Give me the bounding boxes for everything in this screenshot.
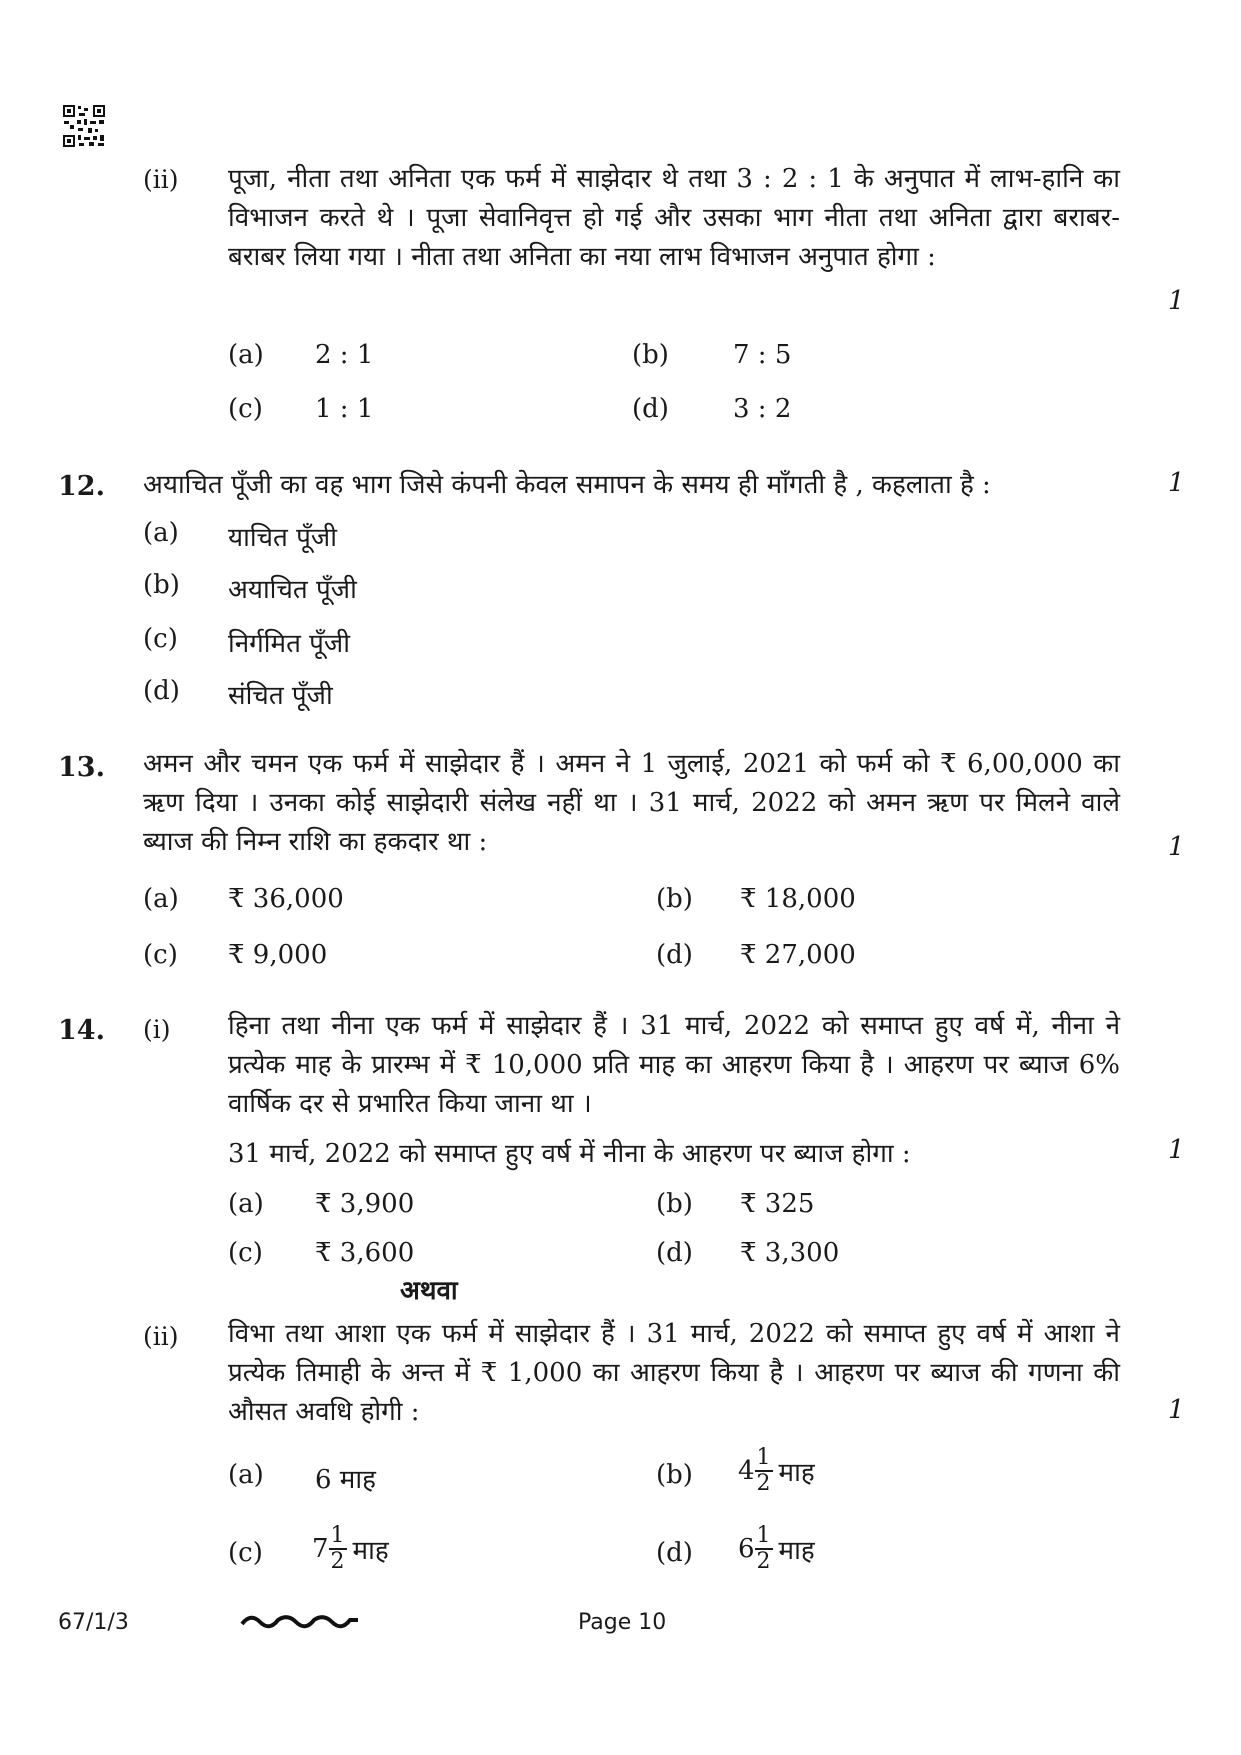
qr-code	[62, 104, 106, 148]
q14-i-opt-a-text: ₹ 3,900	[315, 1189, 415, 1219]
q14-ii-opt-c-whole: 7	[312, 1534, 329, 1564]
q12-opt-d-label: (d)	[143, 676, 180, 706]
q14-ii-text: विभा तथा आशा एक फर्म में साझेदार हैं । 31 मार्च, 2022 को समाप्त हुए वर्ष में आशा ने प्रत्येक तिमाही के अन्त में ₹ 1,000 का आहरण किया है । आहरण पर ब्याज की गणना की औसत अवधि होगी :	[228, 1319, 1120, 1427]
q14-i-opt-c-text: ₹ 3,600	[315, 1238, 415, 1268]
q14-ii-opt-c-unit: माह	[352, 1536, 389, 1566]
q13-text: अमन और चमन एक फर्म में साझेदार हैं । अमन ने 1 जुलाई, 2021 को फर्म को ₹ 6,00,000 का ऋण दिया । उनका कोई साझेदारी संलेख नहीं था । 31 मार्च, 2022 को अमन ऋण पर मिलने वाले ब्याज की निम्न राशि का हकदार था :	[143, 749, 1120, 857]
q11-ii-opt-c-text: 1 : 1	[315, 394, 374, 424]
q12-number: 12.	[58, 471, 105, 502]
q14-ii-opt-b-den: 2	[756, 1471, 771, 1496]
q14-ii-opt-c-den: 2	[330, 1549, 345, 1574]
q13-opt-b-text: ₹ 18,000	[740, 884, 856, 914]
q14-i-mark: 1	[1168, 1135, 1185, 1165]
q14-ii-opt-a-label: (a)	[228, 1460, 264, 1490]
page-number: Page 10	[578, 1610, 667, 1635]
q14-ii-opt-c-value	[312, 1524, 389, 1574]
q11-ii-opt-b-text: 7 : 5	[733, 340, 792, 370]
q14-i-opt-d-label: (d)	[656, 1238, 693, 1268]
q14-ii-opt-b-fraction	[755, 1446, 773, 1496]
q14-i-opt-b-label: (b)	[656, 1189, 693, 1219]
q14-i-text: हिना तथा नीना एक फर्म में साझेदार हैं । 31 मार्च, 2022 को समाप्त हुए वर्ष में, नीना ने प्रत्येक माह के प्रारम्भ में ₹ 10,000 प्रति माह का आहरण किया है । आहरण पर ब्याज 6% वार्षिक दर से प्रभारित किया जाना था ।	[228, 1011, 1120, 1119]
q12-opt-c-text: निर्गमित पूँजी	[228, 629, 350, 659]
q14-ii-label: (ii)	[143, 1322, 179, 1351]
q14-ii-opt-d-value	[738, 1524, 815, 1574]
q14-ii-opt-b-whole: 4	[738, 1456, 755, 1486]
q13-opt-a-label: (a)	[143, 884, 179, 914]
q11-ii-label: (ii)	[143, 165, 179, 194]
q11-ii-opt-d-text: 3 : 2	[733, 394, 792, 424]
q12-opt-a-text: याचित पूँजी	[228, 523, 337, 553]
q12-opt-a-label: (a)	[143, 518, 179, 548]
q14-ii-opt-a-text: 6 माह	[315, 1465, 376, 1495]
q11-ii-opt-a-label: (a)	[228, 340, 264, 370]
q14-i-opt-a-label: (a)	[228, 1189, 264, 1219]
q12-opt-b-text: अयाचित पूँजी	[228, 575, 357, 605]
q13-mark: 1	[1168, 832, 1185, 862]
q14-i-label: (i)	[143, 1015, 171, 1044]
q12-opt-b-label: (b)	[143, 570, 180, 600]
q12-mark: 1	[1168, 468, 1185, 498]
q14-i-question: 31 मार्च, 2022 को समाप्त हुए वर्ष में नीना के आहरण पर ब्याज होगा :	[228, 1139, 911, 1169]
q14-ii-opt-c-num: 1	[330, 1523, 345, 1548]
or-label: अथवा	[400, 1276, 458, 1306]
q14-ii-opt-d-unit: माह	[778, 1536, 815, 1566]
q11-ii-opt-a-text: 2 : 1	[315, 340, 374, 370]
q14-ii-opt-d-fraction	[755, 1524, 773, 1574]
q11-ii-opt-d-label: (d)	[632, 394, 669, 424]
q14-ii-mark: 1	[1168, 1395, 1185, 1425]
wave-divider-icon	[240, 1612, 360, 1632]
q12-opt-c-label: (c)	[143, 624, 178, 654]
q11-ii-mark: 1	[1168, 286, 1185, 316]
paper-code: 67/1/3	[58, 1610, 129, 1635]
q14-ii-opt-b-value	[738, 1446, 815, 1496]
q13-opt-d-label: (d)	[656, 940, 693, 970]
q14-i-opt-b-text: ₹ 325	[740, 1189, 815, 1219]
q11-ii-opt-c-label: (c)	[228, 394, 263, 424]
q13-opt-c-text: ₹ 9,000	[228, 940, 328, 970]
q14-number: 14.	[58, 1015, 105, 1046]
q14-i-opt-c-label: (c)	[228, 1238, 263, 1268]
q14-ii-opt-d-num: 1	[756, 1523, 771, 1548]
q13-opt-d-text: ₹ 27,000	[740, 940, 856, 970]
q11-ii-opt-b-label: (b)	[632, 340, 669, 370]
q13-opt-a-text: ₹ 36,000	[228, 884, 344, 914]
q12-opt-d-text: संचित पूँजी	[228, 681, 333, 711]
q14-ii-opt-c-fraction	[329, 1524, 347, 1574]
q11-ii-text: पूजा, नीता तथा अनिता एक फर्म में साझेदार थे तथा 3 : 2 : 1 के अनुपात में लाभ-हानि का विभाजन करते थे । पूजा सेवानिवृत्त हो गई और उसका भाग नीता तथा अनिता द्वारा बराबर-बराबर लिया गया । नीता तथा अनिता का नया लाभ विभाजन अनुपात होगा :	[228, 164, 1120, 272]
q14-ii-opt-b-num: 1	[756, 1445, 771, 1470]
q14-ii-opt-c-label: (c)	[228, 1538, 263, 1568]
q12-text: अयाचित पूँजी का वह भाग जिसे कंपनी केवल समापन के समय ही माँगती है , कहलाता है :	[143, 470, 991, 500]
q14-ii-opt-b-unit: माह	[778, 1458, 815, 1488]
q14-i-opt-d-text: ₹ 3,300	[740, 1238, 840, 1268]
q14-ii-opt-d-den: 2	[756, 1549, 771, 1574]
q14-ii-opt-d-label: (d)	[656, 1538, 693, 1568]
q14-ii-opt-b-label: (b)	[656, 1460, 693, 1490]
q13-number: 13.	[58, 752, 105, 783]
q13-opt-c-label: (c)	[143, 940, 178, 970]
q13-opt-b-label: (b)	[656, 884, 693, 914]
q14-ii-opt-d-whole: 6	[738, 1534, 755, 1564]
